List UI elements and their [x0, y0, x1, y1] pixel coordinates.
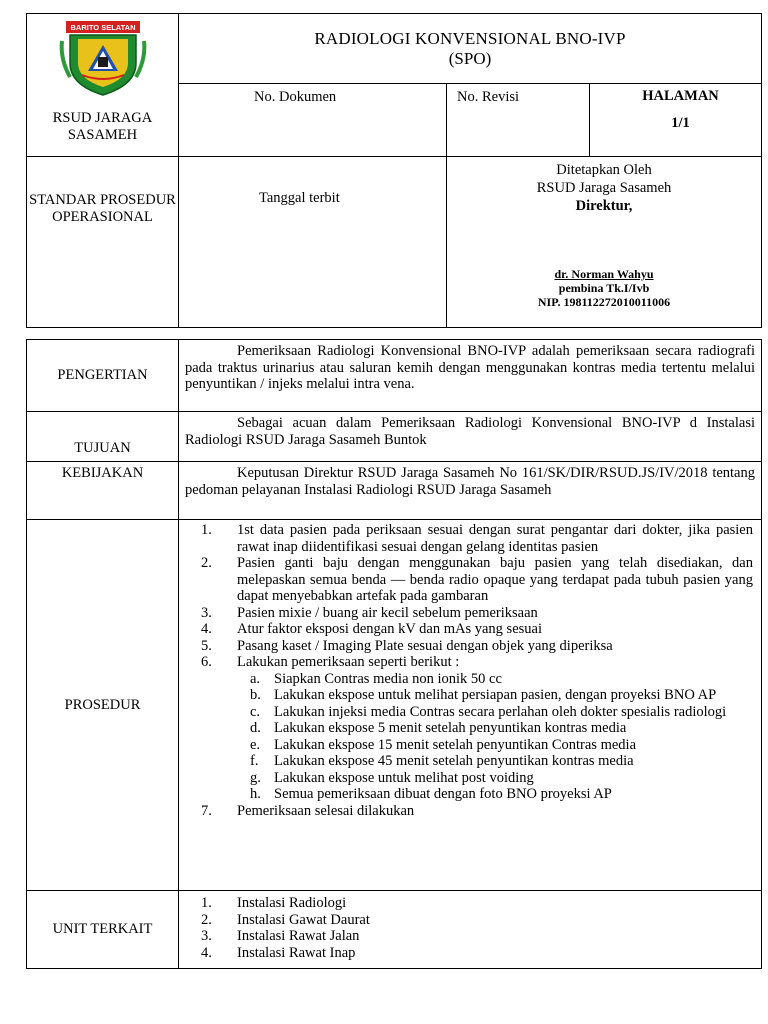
step-number: 7. [201, 802, 212, 819]
hospital-name: RSUD JARAGA SASAMEH [52, 110, 153, 143]
substep-letter: c. [250, 703, 261, 720]
substep-letter: e. [250, 736, 261, 753]
prosedur-substep [237, 753, 753, 770]
tujuan-content-cell [179, 412, 762, 462]
prosedur-step [179, 621, 753, 638]
step-number: 2. [201, 555, 212, 571]
prosedur-label-cell [27, 520, 179, 891]
step-text: Pasien ganti baju dengan menggunakan baju pasien yang telah disediakan, dan melepaskan semua benda — benda radio opaque yang terdapat pada tubuh pasien yang dapat menyebabkan artefak pada gambaran [237, 555, 753, 604]
no-dokumen-label: No. Dokumen [254, 89, 337, 105]
unit-number: 3. [201, 928, 212, 944]
approval-cell [447, 157, 762, 328]
signer-nip: NIP. 198112272010011006 [537, 295, 671, 309]
step-text: Pasien mixie / buang air kecil sebelum pemeriksaan [237, 604, 538, 621]
no-revisi-label: No. Revisi [457, 89, 520, 105]
step-number: 1. [201, 522, 212, 538]
step-text: Lakukan pemeriksaan seperti berikut : [237, 654, 460, 670]
pengertian-label-cell [27, 340, 179, 412]
prosedur-content-cell [179, 520, 762, 891]
ditetapkan-hospital: RSUD Jaraga Sasameh [536, 180, 672, 196]
pengertian-content-cell [179, 340, 762, 412]
prosedur-step [179, 555, 753, 605]
step-number: 5. [201, 637, 212, 654]
tanggal-terbit-label: Tanggal terbit [259, 190, 340, 206]
prosedur-step [179, 522, 753, 555]
no-revisi-cell [447, 84, 590, 157]
prosedur-substep [237, 720, 753, 737]
document-title: RADIOLOGI KONVENSIONAL BNO-IVP [314, 29, 626, 48]
substep-text: Lakukan ekspose 5 menit setelah penyuntikan kontras media [274, 720, 627, 736]
ditetapkan-role: Direktur, [575, 198, 633, 214]
unit-name: Instalasi Rawat Jalan [237, 928, 360, 944]
tanggal-terbit-cell [179, 157, 447, 328]
substep-letter: g. [250, 769, 261, 786]
unit-name: Instalasi Radiologi [237, 895, 347, 911]
substep-text: Siapkan Contras media non ionik 50 cc [274, 670, 502, 687]
prosedur-label: PROSEDUR [64, 696, 141, 713]
substep-text: Lakukan ekspose 45 menit setelah penyuntikan kontras media [274, 753, 634, 769]
kebijakan-label-cell [27, 462, 179, 520]
header-table [26, 13, 762, 328]
no-dokumen-cell [179, 84, 447, 157]
prosedur-step [179, 654, 753, 803]
unit-number: 1. [201, 895, 212, 911]
tujuan-row [27, 412, 762, 462]
unit-terkait-item [179, 912, 753, 929]
tujuan-text-content: Sebagai acuan dalam Pemeriksaan Radiologi Konvensional BNO-IVP d Instalasi Radiologi RSUD Jaraga Sasameh Buntok [185, 415, 755, 448]
kebijakan-text-content: Keputusan Direktur RSUD Jaraga Sasameh No 161/SK/DIR/RSUD.JS/IV/2018 tentang pedoman pelayanan Instalasi Radiologi RSUD Jaraga Sasameh [185, 465, 755, 498]
pengertian-text [179, 340, 761, 396]
unit-terkait-item [179, 928, 753, 945]
substep-text: Lakukan ekspose untuk melihat persiapan pasien, dengan proyeksi BNO AP [274, 687, 717, 703]
prosedur-steps [179, 522, 753, 819]
unit-number: 4. [201, 944, 212, 961]
substep-letter: b. [250, 687, 261, 703]
prosedur-step [179, 803, 753, 820]
hospital-identity-cell [27, 14, 179, 157]
prosedur-substep [237, 786, 753, 803]
substep-letter: d. [250, 720, 261, 736]
ditetapkan-oleh: Ditetapkan Oleh [556, 162, 652, 178]
step-number: 3. [201, 604, 212, 621]
substep-text: Lakukan injeksi media Contras secara perlahan oleh dokter spesialis radiologi [274, 703, 727, 720]
kebijakan-text [179, 462, 761, 501]
unit-terkait-list [179, 895, 753, 961]
substep-text: Lakukan ekspose 15 menit setelah penyuntikan Contras media [274, 736, 637, 753]
sop-label-cell [27, 157, 179, 328]
substep-letter: a. [250, 670, 261, 687]
prosedur-step [179, 638, 753, 655]
step-text: Atur faktor eksposi dengan kV dan mAs yang sesuai [237, 621, 542, 637]
kebijakan-content-cell [179, 462, 762, 520]
signer-name: dr. Norman Wahyu [554, 267, 654, 281]
unit-name: Instalasi Gawat Daurat [237, 911, 370, 928]
unit-terkait-content-cell [179, 891, 762, 969]
tujuan-text [179, 412, 761, 451]
unit-terkait-row [27, 891, 762, 969]
unit-terkait-label-cell [27, 891, 179, 969]
prosedur-substep [237, 671, 753, 688]
prosedur-substeps [237, 671, 753, 803]
title-cell [179, 14, 762, 84]
prosedur-substep [237, 737, 753, 754]
substep-letter: f. [250, 753, 259, 769]
step-text: 1st data pasien pada periksaan sesuai dengan surat pengantar dari dokter, jika pasien rawat inap diidentifikasi sesuai dengan gelang identitas pasien [237, 522, 753, 555]
unit-terkait-item [179, 895, 753, 912]
step-number: 6. [201, 654, 212, 670]
halaman-value: 1/1 [671, 115, 690, 131]
signer-rank: pembina Tk.I/Ivb [558, 281, 650, 295]
prosedur-substep [237, 704, 753, 721]
tujuan-label-cell [27, 412, 179, 462]
step-text: Pemeriksaan selesai dilakukan [237, 802, 415, 819]
substep-letter: h. [250, 786, 261, 802]
sop-label: STANDAR PROSEDUR OPERASIONAL [29, 192, 176, 225]
prosedur-row [27, 520, 762, 891]
substep-text: Lakukan ekspose untuk melihat post voiding [274, 769, 534, 786]
pengertian-text-content: Pemeriksaan Radiologi Konvensional BNO-IVP adalah pemeriksaan secara radiografi pada traktus urinarius atau saluran kemih dengan menggunakan kontras media tertentu melalui penyuntikan / injeks melalui intra vena. [185, 343, 755, 392]
prosedur-substep [237, 770, 753, 787]
halaman-label: HALAMAN [642, 88, 719, 104]
barito-selatan-emblem-icon [58, 19, 148, 97]
kebijakan-label: KEBIJAKAN [61, 465, 144, 481]
step-text: Pasang kaset / Imaging Plate sesuai dengan objek yang diperiksa [237, 637, 613, 654]
emblem-banner-text: BARITO SELATAN [70, 23, 135, 32]
prosedur-substep [237, 687, 753, 704]
tujuan-label: TUJUAN [74, 440, 131, 456]
content-table [26, 339, 762, 969]
unit-terkait-item [179, 945, 753, 962]
pengertian-label: PENGERTIAN [57, 367, 148, 383]
prosedur-step [179, 605, 753, 622]
unit-name: Instalasi Rawat Inap [237, 944, 356, 961]
unit-number: 2. [201, 911, 212, 928]
step-number: 4. [201, 621, 212, 637]
halaman-cell [590, 84, 762, 157]
document-subtitle: (SPO) [448, 49, 492, 68]
substep-text: Semua pemeriksaan dibuat dengan foto BNO proyeksi AP [274, 786, 612, 802]
kebijakan-row [27, 462, 762, 520]
unit-terkait-label: UNIT TERKAIT [52, 921, 153, 937]
pengertian-row [27, 340, 762, 412]
